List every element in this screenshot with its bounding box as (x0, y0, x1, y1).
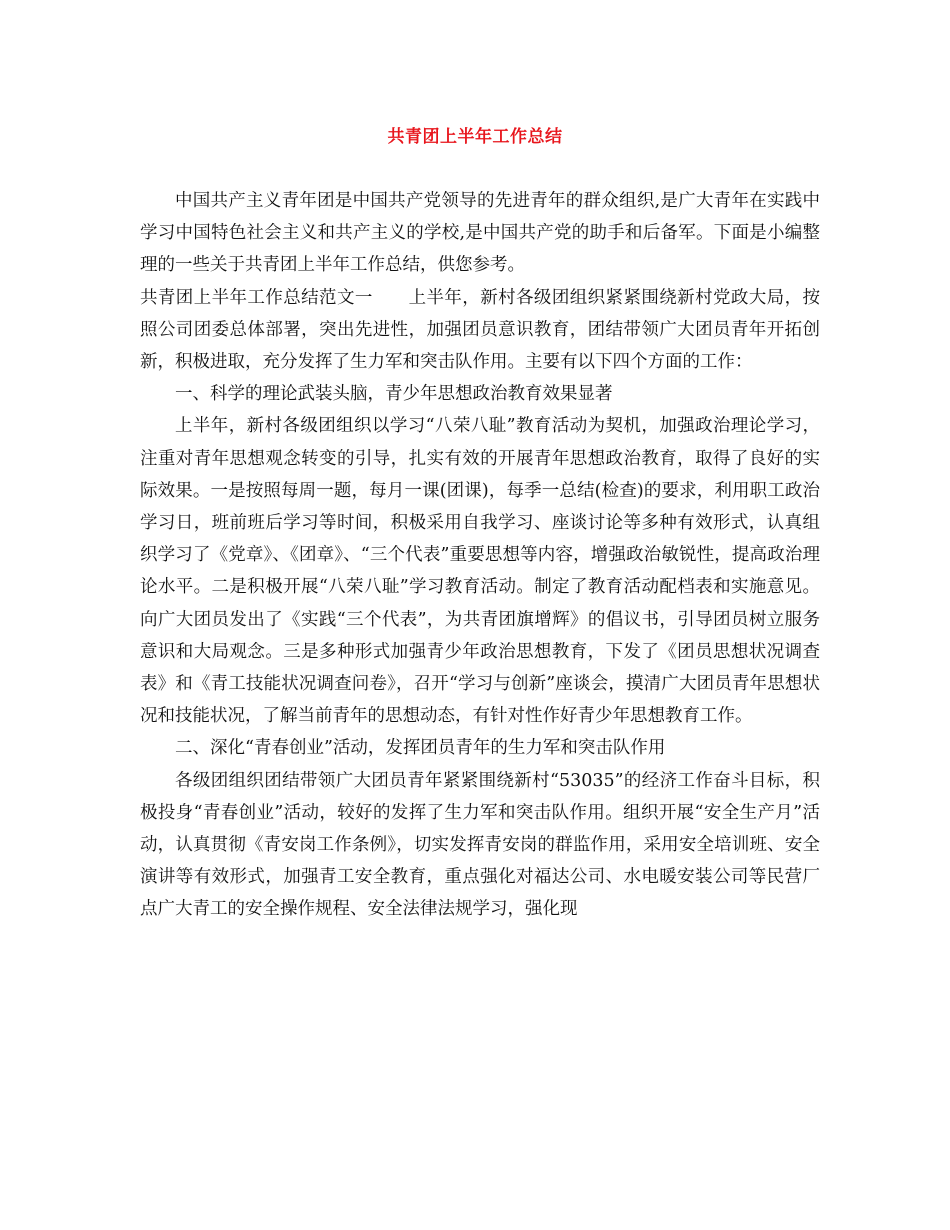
paragraph-sample-one: 共青团上半年工作总结范文一 上半年，新村各级团组织紧紧围绕新村党政大局，按照公司团委总体部署，突出先进性，加强团员意识教育，团结带领广大团员青年开拓创新，积极进取，充分发挥了生力军和突击队作用。主要有以下四个方面的工作： (140, 287, 820, 373)
paragraph-section-two: 各级团组织团结带领广大团员青年紧紧围绕新村“53035”的经济工作奋斗目标，积极投身“青春创业”活动，较好的发挥了生力军和突击队作用。组织开展“安全生产月”活动，认真贯彻《青安岗工作条例》，切实发挥青安岗的群监作用，采用安全培训班、安全演讲等有效形式，加强青工安全教育，重点强化对福达公司、水电暖安装公司等民营厂点广大青工的安全操作规程、安全法律法规学习，强化现 (140, 770, 820, 920)
document-body (140, 185, 820, 926)
paragraph-section-one: 上半年，新村各级团组织以学习“八荣八耻”教育活动为契机，加强政治理论学习，注重对青年思想观念转变的引导，扎实有效的开展青年思想政治教育，取得了良好的实际效果。一是按照每周一题，每月一课(团课)，每季一总结(检查)的要求，利用职工政治学习日，班前班后学习等时间，积极采用自我学习、座谈讨论等多种有效形式，认真组织学习了《党章》、《团章》、“三个代表”重要思想等内容，增强政治敏锐性，提高政治理论水平。二是积极开展“八荣八耻”学习教育活动。制定了教育活动配档表和实施意见。向广大团员发出了《实践“三个代表”，为共青团旗增辉》的倡议书，引导团员树立服务意识和大局观念。三是多种形式加强青少年政治思想教育，下发了《团员思想状况调查表》和《青工技能状况调查问卷》，召开“学习与创新”座谈会，摸清广大团员青年思想状况和技能状况，了解当前青年的思想动态，有针对性作好青少年思想教育工作。 (140, 416, 820, 727)
document-title: 共青团上半年工作总结 (387, 127, 563, 147)
section-heading-two: 二、深化“青春创业”活动，发挥团员青年的生力军和突击队作用 (175, 738, 666, 759)
paragraph-intro: 中国共产主义青年团是中国共产党领导的先进青年的群众组织,是广大青年在实践中学习中国特色社会主义和共产主义的学校,是中国共产党的助手和后备军。下面是小编整理的一些关于共青团上半年工作总结，供您参考。 (140, 191, 820, 276)
section-heading-one: 一、科学的理论武装头脑，青少年思想政治教育效果显著 (175, 384, 613, 405)
